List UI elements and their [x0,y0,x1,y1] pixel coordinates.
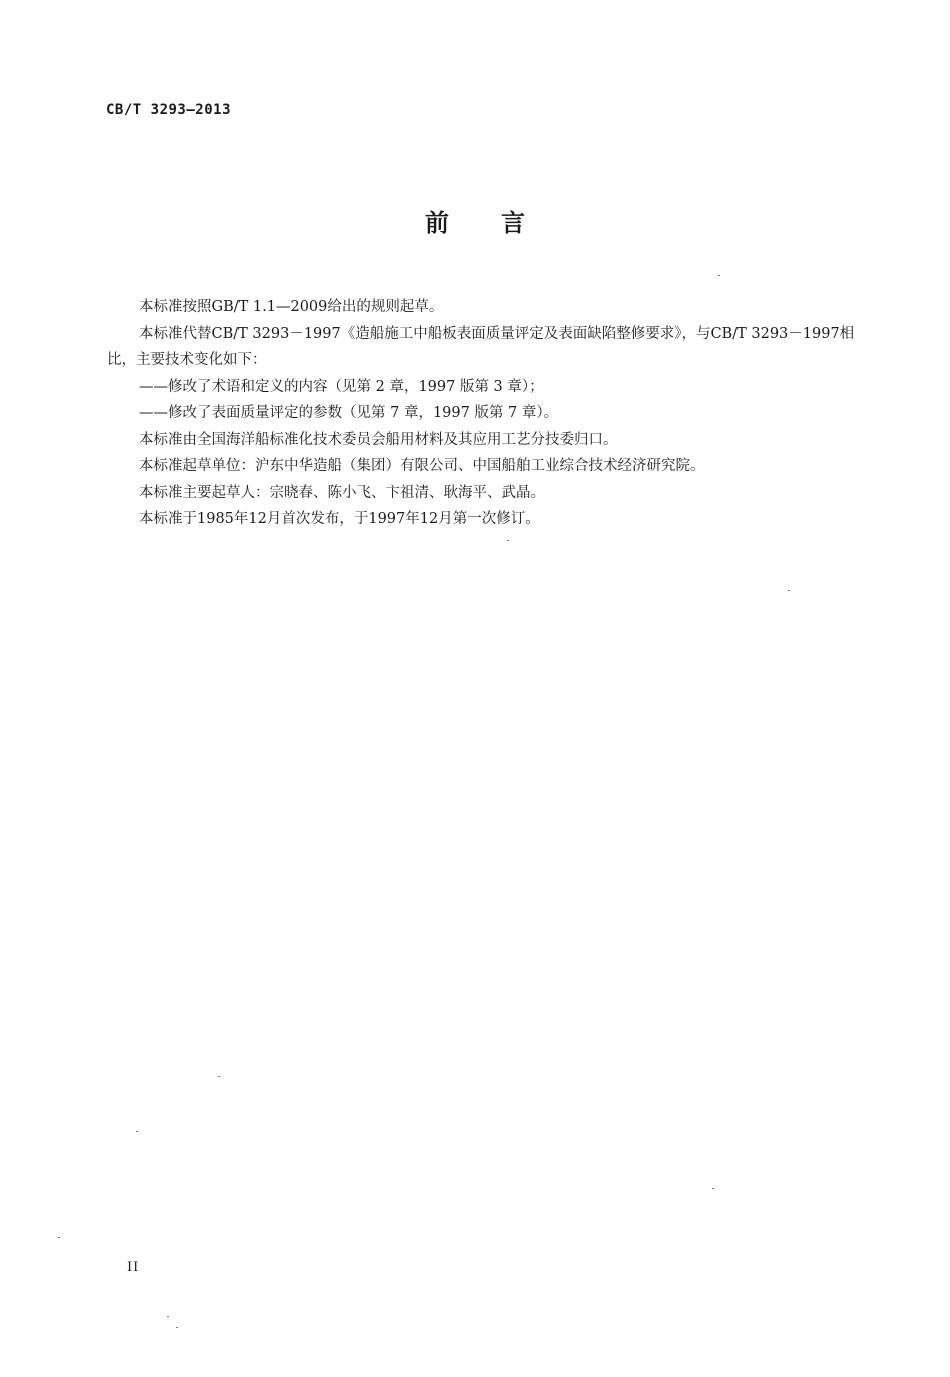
scan-speck [712,1188,714,1189]
page-number: II [127,1260,140,1275]
change-item-terms: ——修改了术语和定义的内容（见第 2 章，1997 版第 3 章）； [139,378,544,395]
scan-speck [507,540,509,541]
paragraph-committee: 本标准由全国海洋船标准化技术委员会船用材料及其应用工艺分技委归口。 [139,431,618,448]
scan-speck [218,1076,220,1077]
paragraph-drafting-rules: 本标准按照GB/T 1.1—2009给出的规则起草。 [139,299,444,315]
scan-speck [136,1131,138,1132]
scan-speck [718,275,720,276]
paragraph-drafting-units: 本标准起草单位：沪东中华造船（集团）有限公司、中国船舶工业综合技术经济研究院。 [139,458,705,474]
title-char-1: 前 [425,209,449,237]
title-char-2: 言 [501,209,525,237]
scan-speck [176,1327,178,1328]
standard-code: CB/T 3293—2013 [106,102,232,118]
scan-speck [58,1237,60,1238]
scan-speck [788,590,790,591]
foreword-body [107,294,867,533]
change-item-parameters: ——修改了表面质量评定的参数（见第 7 章，1997 版第 7 章）。 [139,405,559,421]
paragraph-history: 本标准于1985年12月首次发布，于1997年12月第一次修订。 [139,511,540,527]
paragraph-replacement: 本标准代替CB/T 3293－1997《造船施工中船板表面质量评定及表面缺陷整修要求》，与CB/T 3293－1997相比，主要技术变化如下： [107,325,855,368]
page-title [0,203,950,238]
scan-speck [167,1316,169,1317]
paragraph-drafters: 本标准主要起草人：宗晓春、陈小飞、卞祖清、耿海平、武晶。 [139,484,545,501]
